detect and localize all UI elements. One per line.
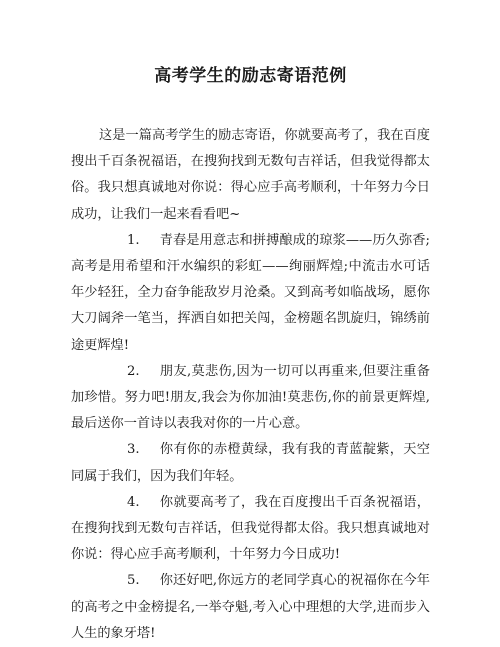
list-item — [71, 568, 430, 647]
item-number: 3. — [127, 442, 140, 458]
list-item — [71, 228, 430, 359]
item-text: 你就要高考了，我在百度搜出千百条祝福语，在搜狗找到无数句吉祥话，但我觉得都太俗。我只想真诚地对你说：得心应手高考顺利，十年努力今日成功! — [71, 494, 430, 563]
item-number: 4. — [127, 494, 140, 510]
document-title: 高考学生的励志寄语范例 — [154, 66, 347, 86]
item-text: 青春是用意志和拼搏酿成的琼浆——历久弥香;高考是用希望和汗水编织的彩虹——绚丽辉煌;中流击水可话年少轻狂，全力奋争能敌岁月沧桑。又到高考如临战场，愿你大刀阔斧一笔当，挥洒自如把关闯，金榜题名凯旋归，锦绣前途更辉煌! — [71, 232, 430, 353]
document-body — [71, 123, 430, 647]
list-item — [71, 359, 430, 438]
item-number: 2. — [127, 363, 140, 379]
item-text: 你有你的赤橙黄绿，我有我的青蓝靛紫，天空同属于我们，因为我们年轻。 — [71, 442, 430, 484]
item-text: 朋友,莫悲伤,因为一切可以再重来,但要注重备加珍惜。努力吧!朋友,我会为你加油!莫悲伤,你的前景更辉煌,最后送你一首诗以表我对你的一片心意。 — [71, 363, 430, 432]
intro-paragraph: 这是一篇高考学生的励志寄语，你就要高考了，我在百度搜出千百条祝福语，在搜狗找到无数句吉祥话，但我觉得都太俗。我只想真诚地对你说：得心应手高考顺利，十年努力今日成功，让我们一起来看看吧~ — [71, 128, 430, 222]
list-item — [71, 490, 430, 569]
item-number: 1. — [127, 232, 140, 248]
item-text: 你还好吧,你远方的老同学真心的祝福你在今年的高考之中金榜提名,一举夺魁,考入心中理想的大学,进而步入人生的象牙塔! — [71, 573, 430, 641]
list-item — [71, 437, 430, 489]
item-number: 5. — [127, 573, 140, 589]
